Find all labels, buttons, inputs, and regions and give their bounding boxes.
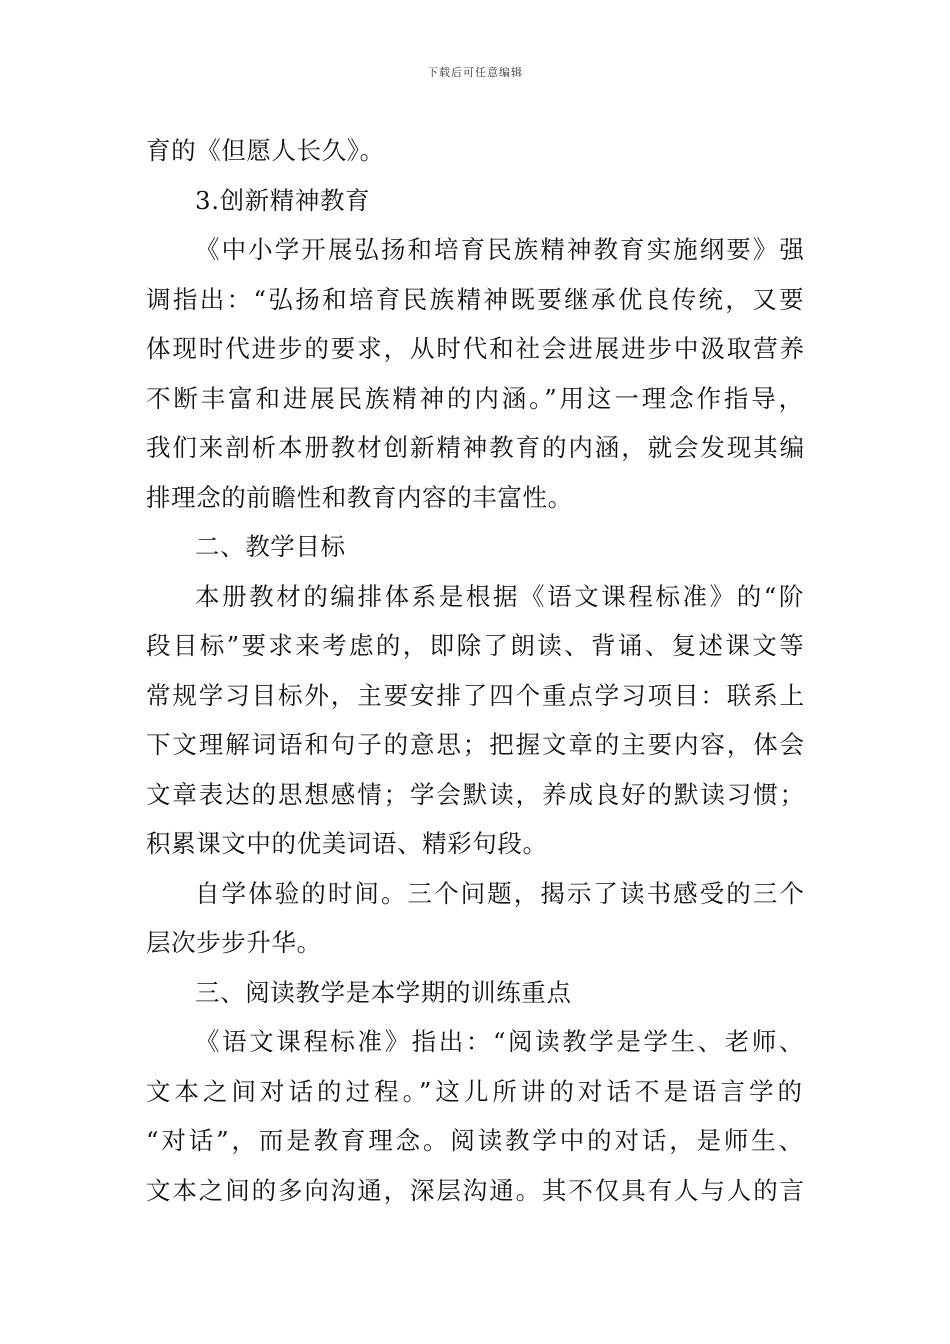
text-line: 自学体验的时间。三个问题，揭示了读书感受的三个 — [195, 878, 806, 908]
text-line: 积累课文中的优美词语、精彩句段。 — [146, 829, 548, 858]
text-line: “对话”，而是教育理念。阅读教学中的对话，是师生、 — [146, 1126, 806, 1155]
text-line: 我们来剖析本册教材创新精神教育的内涵，就会发现其编 — [146, 433, 806, 462]
text-line: 排理念的前瞻性和教育内容的丰富性。 — [146, 482, 573, 512]
page-header-note: 下载后可任意编辑 — [427, 66, 523, 79]
text-line: 不断丰富和进展民族精神的内涵。”用这一理念作指导， — [146, 383, 806, 413]
text-line: 《中小学开展弘扬和培育民族精神教育实施纲要》强 — [195, 235, 806, 264]
text-line: 调指出：“弘扬和培育民族精神既要继承优良传统，又要 — [146, 284, 806, 314]
section-heading-teaching-goals: 二、教学目标 — [195, 532, 346, 561]
text-line: 常规学习目标外，主要安排了四个重点学习项目：联系上 — [146, 680, 806, 710]
text-line: 文本之间对话的过程。”这儿所讲的对话不是语言学的 — [146, 1076, 806, 1106]
section-heading-innovation: 3.创新精神教育 — [195, 185, 371, 215]
text-line: 文本之间的多向沟通，深层沟通。其不仅具有人与人的言 — [146, 1175, 806, 1205]
text-line: 育的《但愿人长久》。 — [146, 136, 385, 165]
text-line: 《语文课程标准》指出：“阅读教学是学生、老师、 — [195, 1027, 806, 1056]
text-line: 体现时代进步的要求，从时代和社会进展进步中汲取营养 — [146, 334, 806, 363]
text-line: 层次步步升华。 — [146, 928, 322, 957]
section-heading-reading-teaching: 三、阅读教学是本学期的训练重点 — [195, 977, 572, 1007]
text-line: 段目标”要求来考虑的，即除了朗读、背诵、复述课文等 — [146, 631, 806, 660]
text-line: 下文理解词语和句子的意思；把握文章的主要内容，体会 — [146, 730, 806, 759]
text-line: 本册教材的编排体系是根据《语文课程标准》的“阶 — [195, 581, 806, 611]
text-line: 文章表达的思想感情；学会默读，养成良好的默读习惯； — [146, 779, 806, 809]
document-body — [146, 126, 806, 1215]
